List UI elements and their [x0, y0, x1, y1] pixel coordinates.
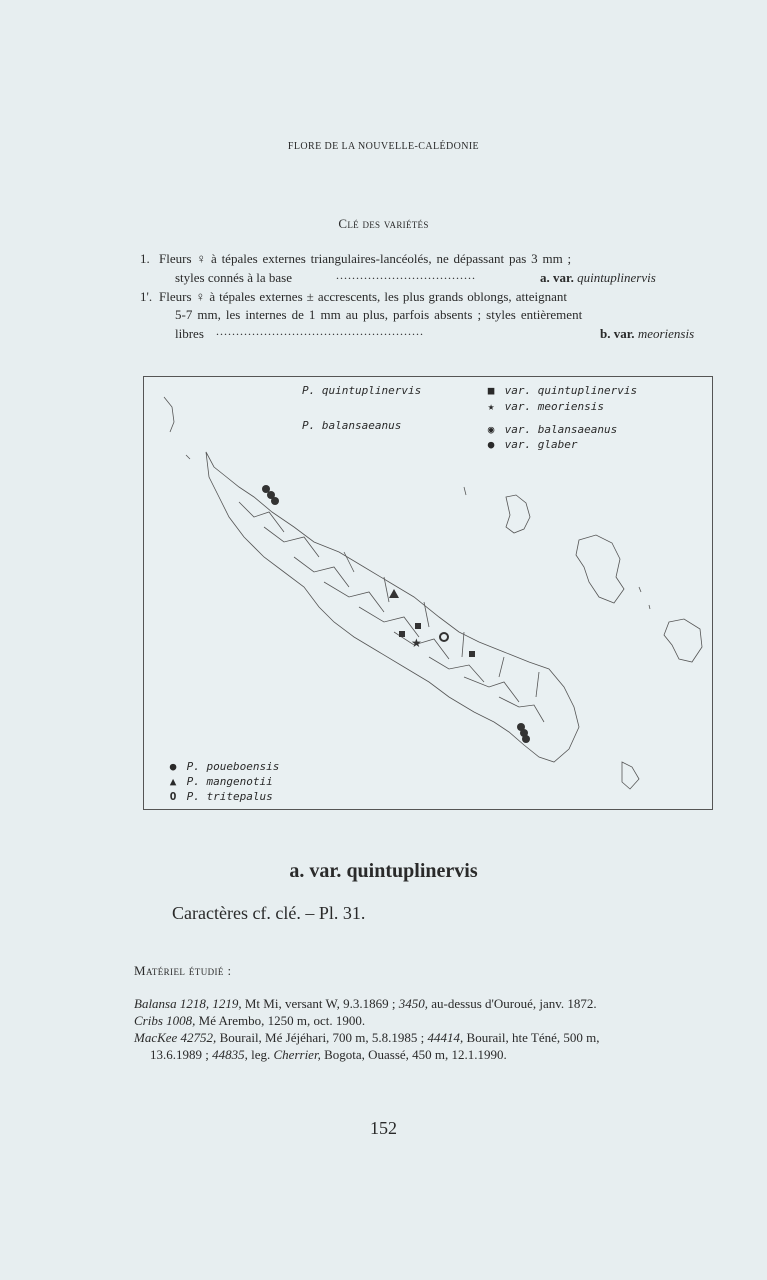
materiel-heading: Matériel étudié : — [134, 963, 232, 978]
section-title: a. var. quintuplinervis — [289, 860, 478, 882]
couplet-text: 5-7 mm, les internes de 1 mm au plus, parfois absents ; styles entièrement — [175, 307, 583, 322]
characters-line: Caractères cf. clé. – Pl. 31. — [172, 903, 366, 923]
specimen-line-4: 13.6.1989 ; 44835, leg. Cherrier, Bogota, Ouassé, 450 m, 12.1.1990. — [150, 1047, 507, 1062]
legend-var-1: ■ var. quintuplinervis — [487, 384, 638, 397]
legend-tritepalus: O P. tritepalus — [169, 790, 273, 803]
specimen-line-1: Balansa 1218, 1219, Mt Mi, versant W, 9.3.1869 ; 3450, au-dessus d'Ouroué, janv. 1872. — [134, 996, 597, 1011]
legend-species-1: P. quintuplinervis — [302, 384, 422, 397]
legend-poueboensis: ● P. poueboensis — [169, 760, 280, 773]
couplet-number: 1. — [140, 251, 150, 266]
page-number: 152 — [370, 1118, 397, 1138]
legend-species-2: P. balansaeanus — [302, 419, 402, 432]
specimen-line-2: Cribs 1008, Mé Arembo, 1250 m, oct. 1900. — [134, 1013, 366, 1028]
couplet-text: libres — [175, 326, 204, 341]
svg-text:★: ★ — [411, 636, 422, 650]
specimen-line-3: MacKee 42752, Bourail, Mé Jéjéhari, 700 m, 5.8.1985 ; 44414, Bourail, hte Téné, 500 m, — [134, 1030, 600, 1045]
legend-var-2: ★ var. meoriensis — [487, 400, 604, 413]
couplet-text: styles connés à la base — [175, 270, 292, 285]
legend-var-4: ● var. glaber — [487, 438, 578, 451]
legend-var-3: ◉ var. balansaeanus — [487, 423, 618, 436]
couplet-answer: b. var. meoriensis — [600, 326, 695, 341]
distribution-map — [143, 376, 713, 810]
leader-dots: ................................... — [336, 268, 476, 282]
key-title: Clé des variétés — [338, 216, 429, 231]
couplet-text: Fleurs ♀ à tépales externes ± accrescents, les plus grands oblongs, atteignant — [159, 289, 567, 304]
couplet-text: Fleurs ♀ à tépales externes triangulaires-lancéolés, ne dépassant pas 3 mm ; — [159, 251, 572, 266]
couplet-answer: a. var. quintuplinervis — [540, 270, 656, 285]
leader-dots: .................................................... — [216, 324, 424, 338]
couplet-number: 1'. — [140, 289, 153, 304]
legend-mangenotii: ▲ P. mangenotii — [169, 775, 273, 788]
running-head: FLORE DE LA NOUVELLE-CALÉDONIE — [287, 141, 480, 152]
new-caledonia-map — [144, 377, 712, 809]
